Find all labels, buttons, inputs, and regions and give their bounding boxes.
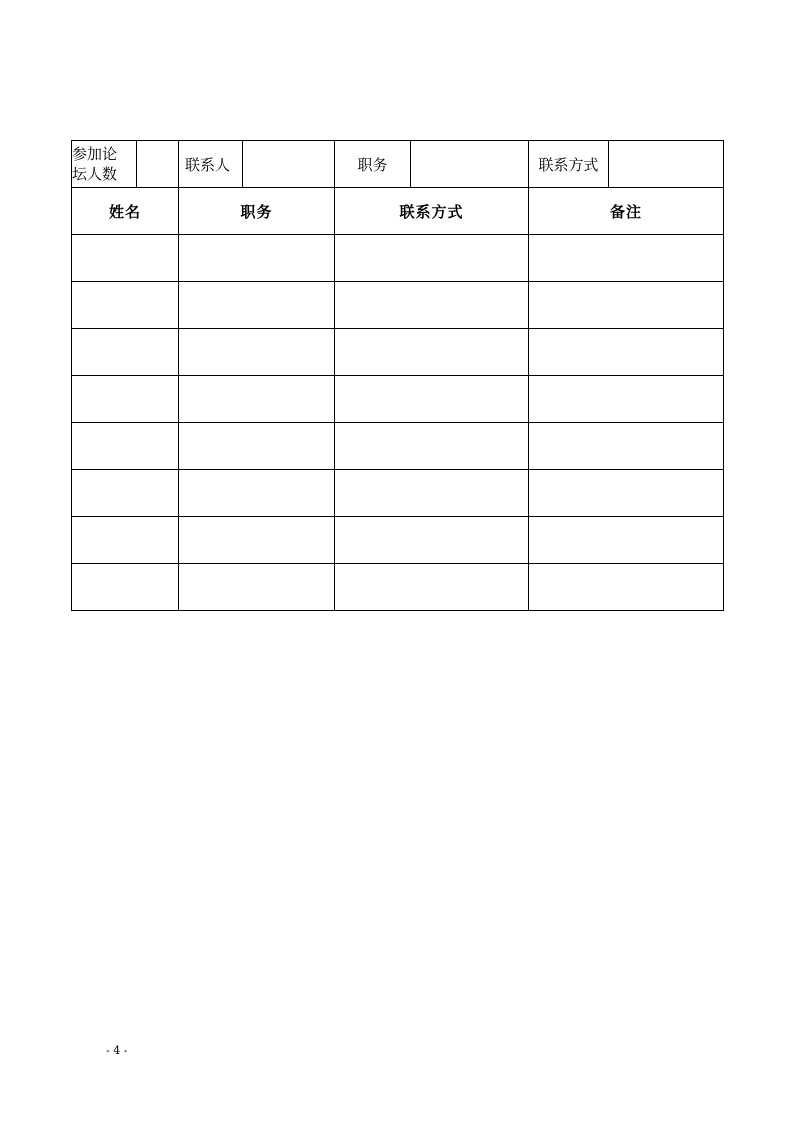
cell-position[interactable] bbox=[179, 376, 335, 423]
registration-table bbox=[71, 140, 724, 611]
cell-position[interactable] bbox=[179, 235, 335, 282]
contact-method-input[interactable] bbox=[609, 141, 724, 188]
header-contact-method: 联系方式 bbox=[335, 188, 529, 235]
header-name: 姓名 bbox=[72, 188, 179, 235]
contact-method-label: 联系方式 bbox=[529, 141, 609, 188]
cell-contact-method[interactable] bbox=[335, 282, 529, 329]
table-row bbox=[72, 470, 724, 517]
cell-position[interactable] bbox=[179, 517, 335, 564]
cell-remarks[interactable] bbox=[529, 564, 724, 611]
cell-name[interactable] bbox=[72, 329, 179, 376]
position-input[interactable] bbox=[411, 141, 529, 188]
attendee-registration-form bbox=[71, 140, 723, 618]
cell-position[interactable] bbox=[179, 470, 335, 517]
cell-contact-method[interactable] bbox=[335, 376, 529, 423]
cell-name[interactable] bbox=[72, 517, 179, 564]
cell-contact-method[interactable] bbox=[335, 564, 529, 611]
cell-name[interactable] bbox=[72, 470, 179, 517]
table-row bbox=[72, 282, 724, 329]
cell-remarks[interactable] bbox=[529, 470, 724, 517]
cell-name[interactable] bbox=[72, 282, 179, 329]
table-row bbox=[72, 376, 724, 423]
table-row bbox=[72, 235, 724, 282]
header-remarks: 备注 bbox=[529, 188, 724, 235]
cell-name[interactable] bbox=[72, 564, 179, 611]
cell-remarks[interactable] bbox=[529, 517, 724, 564]
cell-remarks[interactable] bbox=[529, 282, 724, 329]
cell-position[interactable] bbox=[179, 423, 335, 470]
contact-input[interactable] bbox=[243, 141, 335, 188]
table-row bbox=[72, 564, 724, 611]
cell-position[interactable] bbox=[179, 282, 335, 329]
contact-label: 联系人 bbox=[179, 141, 243, 188]
cell-remarks[interactable] bbox=[529, 423, 724, 470]
cell-remarks[interactable] bbox=[529, 235, 724, 282]
cell-contact-method[interactable] bbox=[335, 517, 529, 564]
cell-name[interactable] bbox=[72, 235, 179, 282]
cell-name[interactable] bbox=[72, 423, 179, 470]
cell-contact-method[interactable] bbox=[335, 235, 529, 282]
position-label: 职务 bbox=[335, 141, 411, 188]
page-number: - 4 - bbox=[106, 1044, 128, 1057]
cell-remarks[interactable] bbox=[529, 329, 724, 376]
participants-label: 参加论 坛人数 bbox=[72, 141, 137, 188]
table-row bbox=[72, 517, 724, 564]
table-row bbox=[72, 329, 724, 376]
header-row bbox=[72, 188, 724, 235]
cell-contact-method[interactable] bbox=[335, 329, 529, 376]
participants-input[interactable] bbox=[137, 141, 179, 188]
cell-contact-method[interactable] bbox=[335, 423, 529, 470]
cell-contact-method[interactable] bbox=[335, 470, 529, 517]
cell-remarks[interactable] bbox=[529, 376, 724, 423]
cell-name[interactable] bbox=[72, 376, 179, 423]
header-position: 职务 bbox=[179, 188, 335, 235]
cell-position[interactable] bbox=[179, 329, 335, 376]
cell-position[interactable] bbox=[179, 564, 335, 611]
table-row bbox=[72, 423, 724, 470]
info-row bbox=[72, 141, 724, 188]
